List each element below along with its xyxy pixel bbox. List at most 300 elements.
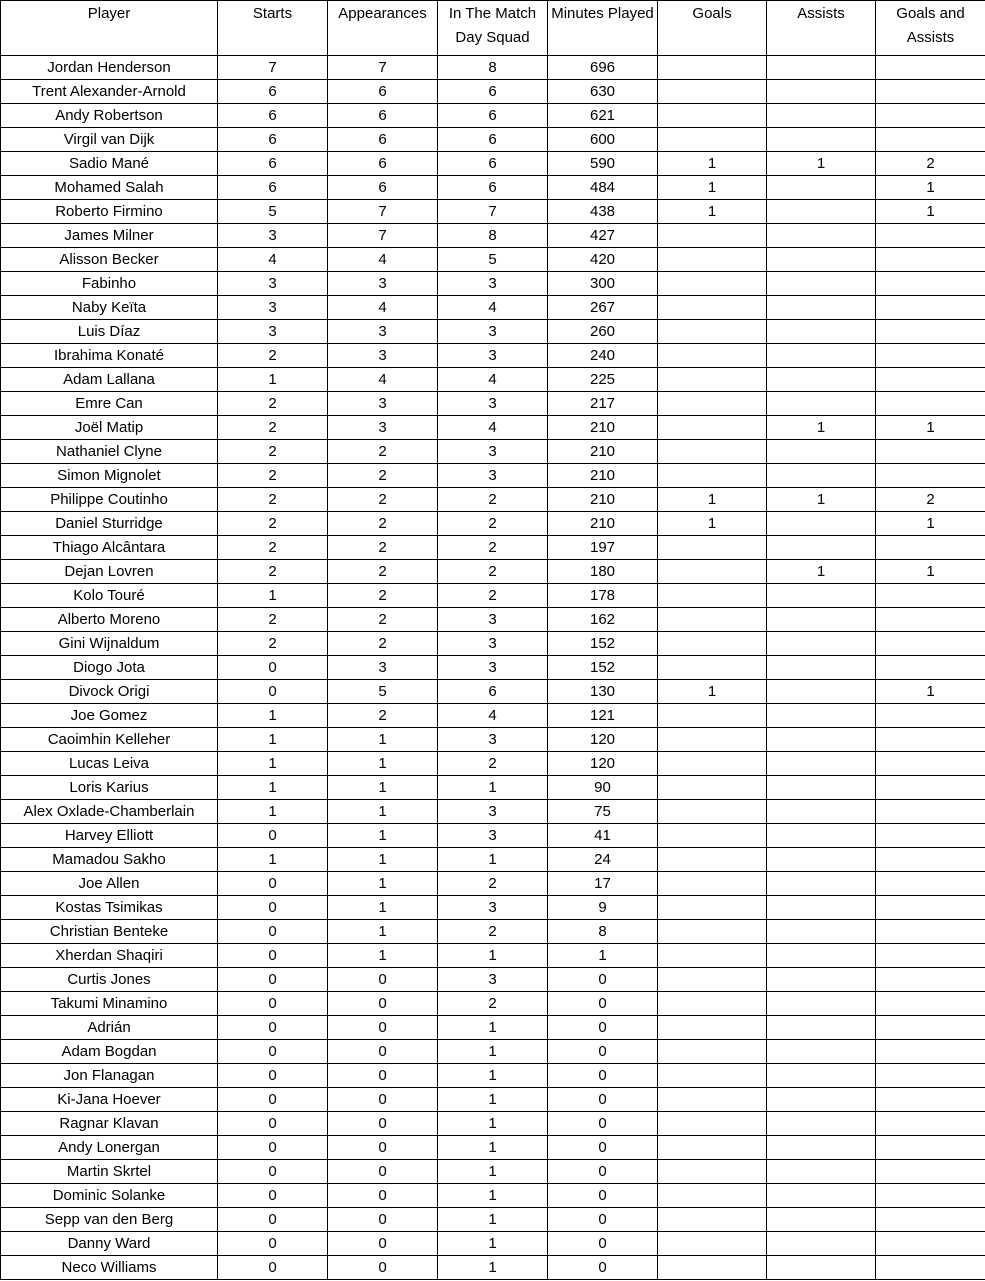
player-name-cell: Harvey Elliott bbox=[1, 824, 218, 848]
table-row bbox=[1, 368, 985, 392]
goals-cell bbox=[658, 1016, 767, 1040]
match-day-squad-cell: 1 bbox=[438, 1208, 548, 1232]
appearances-cell: 1 bbox=[328, 872, 438, 896]
minutes-played-cell: 621 bbox=[548, 104, 658, 128]
goals-and-assists-cell bbox=[876, 848, 985, 872]
goals-cell bbox=[658, 632, 767, 656]
player-name-cell: Andy Robertson bbox=[1, 104, 218, 128]
table-row bbox=[1, 848, 985, 872]
starts-cell: 0 bbox=[218, 1088, 328, 1112]
starts-cell: 0 bbox=[218, 1040, 328, 1064]
minutes-played-cell: 180 bbox=[548, 560, 658, 584]
minutes-played-cell: 24 bbox=[548, 848, 658, 872]
match-day-squad-cell: 6 bbox=[438, 104, 548, 128]
assists-cell bbox=[767, 1160, 876, 1184]
minutes-played-cell: 152 bbox=[548, 656, 658, 680]
goals-and-assists-cell bbox=[876, 968, 985, 992]
goals-and-assists-cell: 1 bbox=[876, 416, 985, 440]
player-name-cell: Dejan Lovren bbox=[1, 560, 218, 584]
match-day-squad-cell: 2 bbox=[438, 512, 548, 536]
appearances-cell: 0 bbox=[328, 1256, 438, 1280]
player-name-cell: Martin Skrtel bbox=[1, 1160, 218, 1184]
assists-cell bbox=[767, 80, 876, 104]
player-name-cell: Philippe Coutinho bbox=[1, 488, 218, 512]
table-row bbox=[1, 200, 985, 224]
goals-cell bbox=[658, 800, 767, 824]
player-name-cell: Adrián bbox=[1, 1016, 218, 1040]
match-day-squad-cell: 1 bbox=[438, 1184, 548, 1208]
goals-and-assists-cell bbox=[876, 1160, 985, 1184]
appearances-cell: 2 bbox=[328, 704, 438, 728]
player-name-cell: Luis Díaz bbox=[1, 320, 218, 344]
minutes-played-cell: 0 bbox=[548, 1088, 658, 1112]
minutes-played-cell: 696 bbox=[548, 56, 658, 80]
assists-cell bbox=[767, 272, 876, 296]
assists-cell: 1 bbox=[767, 152, 876, 176]
minutes-played-cell: 0 bbox=[548, 992, 658, 1016]
table-row bbox=[1, 1064, 985, 1088]
appearances-cell: 4 bbox=[328, 368, 438, 392]
starts-cell: 6 bbox=[218, 104, 328, 128]
assists-cell bbox=[767, 872, 876, 896]
goals-cell: 1 bbox=[658, 488, 767, 512]
table-row bbox=[1, 1184, 985, 1208]
goals-and-assists-cell bbox=[876, 872, 985, 896]
table-row bbox=[1, 416, 985, 440]
player-name-cell: Jon Flanagan bbox=[1, 1064, 218, 1088]
assists-cell bbox=[767, 992, 876, 1016]
appearances-cell: 0 bbox=[328, 1136, 438, 1160]
goals-and-assists-cell bbox=[876, 584, 985, 608]
table-row bbox=[1, 656, 985, 680]
player-name-cell: Danny Ward bbox=[1, 1232, 218, 1256]
appearances-cell: 2 bbox=[328, 440, 438, 464]
minutes-played-cell: 225 bbox=[548, 368, 658, 392]
assists-cell bbox=[767, 776, 876, 800]
minutes-played-cell: 90 bbox=[548, 776, 658, 800]
match-day-squad-cell: 4 bbox=[438, 368, 548, 392]
goals-and-assists-cell bbox=[876, 920, 985, 944]
table-row bbox=[1, 152, 985, 176]
goals-and-assists-cell bbox=[876, 1136, 985, 1160]
table-row bbox=[1, 1136, 985, 1160]
goals-and-assists-cell: 1 bbox=[876, 200, 985, 224]
match-day-squad-cell: 3 bbox=[438, 440, 548, 464]
table-row bbox=[1, 728, 985, 752]
minutes-played-cell: 17 bbox=[548, 872, 658, 896]
starts-cell: 0 bbox=[218, 920, 328, 944]
minutes-played-cell: 8 bbox=[548, 920, 658, 944]
appearances-cell: 2 bbox=[328, 536, 438, 560]
assists-cell bbox=[767, 632, 876, 656]
assists-cell bbox=[767, 464, 876, 488]
appearances-cell: 6 bbox=[328, 80, 438, 104]
assists-cell bbox=[767, 176, 876, 200]
starts-cell: 2 bbox=[218, 464, 328, 488]
assists-cell bbox=[767, 296, 876, 320]
goals-and-assists-cell: 1 bbox=[876, 512, 985, 536]
table-row bbox=[1, 176, 985, 200]
table-row bbox=[1, 992, 985, 1016]
goals-and-assists-cell bbox=[876, 608, 985, 632]
match-day-squad-cell: 3 bbox=[438, 632, 548, 656]
appearances-cell: 0 bbox=[328, 1208, 438, 1232]
goals-cell bbox=[658, 704, 767, 728]
minutes-played-cell: 9 bbox=[548, 896, 658, 920]
table-row bbox=[1, 680, 985, 704]
assists-cell bbox=[767, 344, 876, 368]
goals-cell bbox=[658, 776, 767, 800]
table-row bbox=[1, 800, 985, 824]
match-day-squad-cell: 1 bbox=[438, 1160, 548, 1184]
assists-cell bbox=[767, 224, 876, 248]
appearances-cell: 1 bbox=[328, 848, 438, 872]
goals-and-assists-cell bbox=[876, 392, 985, 416]
minutes-played-cell: 75 bbox=[548, 800, 658, 824]
goals-cell: 1 bbox=[658, 176, 767, 200]
goals-and-assists-cell bbox=[876, 224, 985, 248]
match-day-squad-cell: 4 bbox=[438, 704, 548, 728]
player-name-cell: James Milner bbox=[1, 224, 218, 248]
appearances-cell: 4 bbox=[328, 296, 438, 320]
minutes-played-cell: 0 bbox=[548, 1064, 658, 1088]
assists-cell bbox=[767, 920, 876, 944]
goals-cell bbox=[658, 1232, 767, 1256]
minutes-played-cell: 1 bbox=[548, 944, 658, 968]
minutes-played-cell: 120 bbox=[548, 752, 658, 776]
match-day-squad-cell: 3 bbox=[438, 272, 548, 296]
minutes-played-cell: 210 bbox=[548, 512, 658, 536]
table-row bbox=[1, 776, 985, 800]
assists-cell bbox=[767, 1016, 876, 1040]
goals-cell bbox=[658, 920, 767, 944]
player-name-cell: Takumi Minamino bbox=[1, 992, 218, 1016]
table-row bbox=[1, 1040, 985, 1064]
minutes-played-cell: 41 bbox=[548, 824, 658, 848]
table-row bbox=[1, 512, 985, 536]
table-row bbox=[1, 560, 985, 584]
minutes-played-cell: 121 bbox=[548, 704, 658, 728]
starts-cell: 0 bbox=[218, 968, 328, 992]
match-day-squad-cell: 6 bbox=[438, 80, 548, 104]
table-row bbox=[1, 224, 985, 248]
goals-cell bbox=[658, 248, 767, 272]
appearances-cell: 3 bbox=[328, 272, 438, 296]
header-player: Player bbox=[1, 1, 218, 56]
match-day-squad-cell: 2 bbox=[438, 752, 548, 776]
table-row bbox=[1, 248, 985, 272]
appearances-cell: 1 bbox=[328, 824, 438, 848]
match-day-squad-cell: 6 bbox=[438, 680, 548, 704]
goals-cell bbox=[658, 656, 767, 680]
player-name-cell: Nathaniel Clyne bbox=[1, 440, 218, 464]
assists-cell bbox=[767, 1208, 876, 1232]
player-name-cell: Ki-Jana Hoever bbox=[1, 1088, 218, 1112]
appearances-cell: 0 bbox=[328, 968, 438, 992]
goals-cell bbox=[658, 224, 767, 248]
goals-and-assists-cell bbox=[876, 824, 985, 848]
player-name-cell: Simon Mignolet bbox=[1, 464, 218, 488]
appearances-cell: 7 bbox=[328, 224, 438, 248]
goals-cell bbox=[658, 896, 767, 920]
player-name-cell: Sadio Mané bbox=[1, 152, 218, 176]
player-name-cell: Fabinho bbox=[1, 272, 218, 296]
starts-cell: 1 bbox=[218, 776, 328, 800]
match-day-squad-cell: 1 bbox=[438, 776, 548, 800]
table-row bbox=[1, 1232, 985, 1256]
goals-and-assists-cell bbox=[876, 1256, 985, 1280]
table-row bbox=[1, 392, 985, 416]
table-row bbox=[1, 920, 985, 944]
goals-cell bbox=[658, 1064, 767, 1088]
player-name-cell: Virgil van Dijk bbox=[1, 128, 218, 152]
table-row bbox=[1, 872, 985, 896]
minutes-played-cell: 210 bbox=[548, 416, 658, 440]
minutes-played-cell: 178 bbox=[548, 584, 658, 608]
appearances-cell: 2 bbox=[328, 584, 438, 608]
player-name-cell: Divock Origi bbox=[1, 680, 218, 704]
assists-cell bbox=[767, 968, 876, 992]
minutes-played-cell: 420 bbox=[548, 248, 658, 272]
player-name-cell: Loris Karius bbox=[1, 776, 218, 800]
minutes-played-cell: 427 bbox=[548, 224, 658, 248]
table-row bbox=[1, 320, 985, 344]
appearances-cell: 1 bbox=[328, 944, 438, 968]
appearances-cell: 3 bbox=[328, 320, 438, 344]
table-row bbox=[1, 608, 985, 632]
match-day-squad-cell: 2 bbox=[438, 992, 548, 1016]
player-name-cell: Naby Keïta bbox=[1, 296, 218, 320]
appearances-cell: 0 bbox=[328, 992, 438, 1016]
goals-and-assists-cell bbox=[876, 296, 985, 320]
player-name-cell: Neco Williams bbox=[1, 1256, 218, 1280]
minutes-played-cell: 0 bbox=[548, 1184, 658, 1208]
goals-cell bbox=[658, 56, 767, 80]
starts-cell: 3 bbox=[218, 296, 328, 320]
match-day-squad-cell: 3 bbox=[438, 344, 548, 368]
goals-and-assists-cell bbox=[876, 728, 985, 752]
match-day-squad-cell: 1 bbox=[438, 1016, 548, 1040]
player-name-cell: Roberto Firmino bbox=[1, 200, 218, 224]
goals-cell bbox=[658, 944, 767, 968]
appearances-cell: 1 bbox=[328, 728, 438, 752]
goals-and-assists-cell: 1 bbox=[876, 680, 985, 704]
goals-and-assists-cell bbox=[876, 56, 985, 80]
goals-and-assists-cell: 2 bbox=[876, 152, 985, 176]
minutes-played-cell: 0 bbox=[548, 1232, 658, 1256]
appearances-cell: 5 bbox=[328, 680, 438, 704]
assists-cell bbox=[767, 1256, 876, 1280]
goals-cell bbox=[658, 272, 767, 296]
player-name-cell: Alex Oxlade-Chamberlain bbox=[1, 800, 218, 824]
starts-cell: 6 bbox=[218, 80, 328, 104]
match-day-squad-cell: 3 bbox=[438, 896, 548, 920]
player-name-cell: Diogo Jota bbox=[1, 656, 218, 680]
player-name-cell: Thiago Alcântara bbox=[1, 536, 218, 560]
assists-cell bbox=[767, 656, 876, 680]
goals-and-assists-cell: 1 bbox=[876, 176, 985, 200]
goals-and-assists-cell bbox=[876, 896, 985, 920]
goals-cell bbox=[658, 968, 767, 992]
table-row bbox=[1, 584, 985, 608]
minutes-played-cell: 130 bbox=[548, 680, 658, 704]
goals-and-assists-cell bbox=[876, 128, 985, 152]
assists-cell bbox=[767, 1184, 876, 1208]
starts-cell: 0 bbox=[218, 1232, 328, 1256]
minutes-played-cell: 0 bbox=[548, 1160, 658, 1184]
match-day-squad-cell: 2 bbox=[438, 584, 548, 608]
goals-and-assists-cell bbox=[876, 1016, 985, 1040]
match-day-squad-cell: 2 bbox=[438, 920, 548, 944]
player-name-cell: Mohamed Salah bbox=[1, 176, 218, 200]
goals-cell bbox=[658, 1256, 767, 1280]
player-name-cell: Gini Wijnaldum bbox=[1, 632, 218, 656]
match-day-squad-cell: 1 bbox=[438, 848, 548, 872]
player-name-cell: Christian Benteke bbox=[1, 920, 218, 944]
minutes-played-cell: 162 bbox=[548, 608, 658, 632]
minutes-played-cell: 438 bbox=[548, 200, 658, 224]
minutes-played-cell: 120 bbox=[548, 728, 658, 752]
assists-cell bbox=[767, 1088, 876, 1112]
minutes-played-cell: 600 bbox=[548, 128, 658, 152]
table-row bbox=[1, 56, 985, 80]
match-day-squad-cell: 3 bbox=[438, 392, 548, 416]
assists-cell bbox=[767, 248, 876, 272]
goals-cell bbox=[658, 536, 767, 560]
match-day-squad-cell: 8 bbox=[438, 224, 548, 248]
goals-cell bbox=[658, 1136, 767, 1160]
goals-and-assists-cell bbox=[876, 800, 985, 824]
goals-and-assists-cell bbox=[876, 776, 985, 800]
table-row bbox=[1, 128, 985, 152]
starts-cell: 2 bbox=[218, 392, 328, 416]
starts-cell: 0 bbox=[218, 992, 328, 1016]
goals-cell bbox=[658, 1088, 767, 1112]
starts-cell: 0 bbox=[218, 1184, 328, 1208]
match-day-squad-cell: 5 bbox=[438, 248, 548, 272]
assists-cell bbox=[767, 1040, 876, 1064]
match-day-squad-cell: 2 bbox=[438, 488, 548, 512]
goals-cell bbox=[658, 392, 767, 416]
goals-and-assists-cell bbox=[876, 248, 985, 272]
appearances-cell: 0 bbox=[328, 1112, 438, 1136]
appearances-cell: 2 bbox=[328, 464, 438, 488]
player-name-cell: Caoimhin Kelleher bbox=[1, 728, 218, 752]
minutes-played-cell: 152 bbox=[548, 632, 658, 656]
appearances-cell: 2 bbox=[328, 608, 438, 632]
goals-cell bbox=[658, 1040, 767, 1064]
match-day-squad-cell: 3 bbox=[438, 320, 548, 344]
player-name-cell: Daniel Sturridge bbox=[1, 512, 218, 536]
match-day-squad-cell: 3 bbox=[438, 608, 548, 632]
starts-cell: 0 bbox=[218, 1016, 328, 1040]
goals-and-assists-cell bbox=[876, 704, 985, 728]
table-body bbox=[1, 56, 985, 1280]
appearances-cell: 1 bbox=[328, 800, 438, 824]
table-row bbox=[1, 272, 985, 296]
header-goals-and-assists: Goals and Assists bbox=[876, 1, 985, 56]
goals-cell bbox=[658, 344, 767, 368]
goals-cell: 1 bbox=[658, 152, 767, 176]
appearances-cell: 0 bbox=[328, 1064, 438, 1088]
starts-cell: 1 bbox=[218, 800, 328, 824]
appearances-cell: 0 bbox=[328, 1184, 438, 1208]
player-name-cell: Ragnar Klavan bbox=[1, 1112, 218, 1136]
match-day-squad-cell: 6 bbox=[438, 176, 548, 200]
starts-cell: 5 bbox=[218, 200, 328, 224]
goals-and-assists-cell bbox=[876, 80, 985, 104]
goals-cell bbox=[658, 752, 767, 776]
player-name-cell: Alisson Becker bbox=[1, 248, 218, 272]
assists-cell bbox=[767, 584, 876, 608]
appearances-cell: 0 bbox=[328, 1160, 438, 1184]
appearances-cell: 1 bbox=[328, 920, 438, 944]
minutes-played-cell: 0 bbox=[548, 1208, 658, 1232]
assists-cell bbox=[767, 536, 876, 560]
starts-cell: 3 bbox=[218, 320, 328, 344]
match-day-squad-cell: 1 bbox=[438, 1064, 548, 1088]
table-row bbox=[1, 488, 985, 512]
match-day-squad-cell: 1 bbox=[438, 1088, 548, 1112]
starts-cell: 0 bbox=[218, 1112, 328, 1136]
minutes-played-cell: 0 bbox=[548, 1040, 658, 1064]
player-name-cell: Adam Bogdan bbox=[1, 1040, 218, 1064]
assists-cell bbox=[767, 320, 876, 344]
starts-cell: 2 bbox=[218, 440, 328, 464]
header-assists: Assists bbox=[767, 1, 876, 56]
match-day-squad-cell: 1 bbox=[438, 1040, 548, 1064]
match-day-squad-cell: 7 bbox=[438, 200, 548, 224]
goals-and-assists-cell bbox=[876, 536, 985, 560]
player-name-cell: Trent Alexander-Arnold bbox=[1, 80, 218, 104]
match-day-squad-cell: 1 bbox=[438, 1256, 548, 1280]
starts-cell: 0 bbox=[218, 872, 328, 896]
assists-cell bbox=[767, 1136, 876, 1160]
match-day-squad-cell: 6 bbox=[438, 152, 548, 176]
goals-and-assists-cell bbox=[876, 1112, 985, 1136]
goals-cell bbox=[658, 104, 767, 128]
starts-cell: 0 bbox=[218, 824, 328, 848]
goals-cell bbox=[658, 128, 767, 152]
goals-and-assists-cell bbox=[876, 344, 985, 368]
starts-cell: 3 bbox=[218, 272, 328, 296]
appearances-cell: 0 bbox=[328, 1088, 438, 1112]
match-day-squad-cell: 3 bbox=[438, 728, 548, 752]
table-row bbox=[1, 704, 985, 728]
goals-and-assists-cell bbox=[876, 104, 985, 128]
goals-cell bbox=[658, 440, 767, 464]
table-row bbox=[1, 896, 985, 920]
minutes-played-cell: 630 bbox=[548, 80, 658, 104]
appearances-cell: 3 bbox=[328, 344, 438, 368]
goals-and-assists-cell bbox=[876, 992, 985, 1016]
minutes-played-cell: 210 bbox=[548, 440, 658, 464]
appearances-cell: 7 bbox=[328, 56, 438, 80]
table-row bbox=[1, 104, 985, 128]
player-name-cell: Emre Can bbox=[1, 392, 218, 416]
starts-cell: 0 bbox=[218, 1064, 328, 1088]
table-row bbox=[1, 296, 985, 320]
goals-and-assists-cell bbox=[876, 656, 985, 680]
appearances-cell: 1 bbox=[328, 776, 438, 800]
match-day-squad-cell: 3 bbox=[438, 824, 548, 848]
assists-cell bbox=[767, 800, 876, 824]
table-row bbox=[1, 968, 985, 992]
goals-and-assists-cell bbox=[876, 368, 985, 392]
goals-cell bbox=[658, 1184, 767, 1208]
match-day-squad-cell: 4 bbox=[438, 296, 548, 320]
goals-and-assists-cell bbox=[876, 272, 985, 296]
